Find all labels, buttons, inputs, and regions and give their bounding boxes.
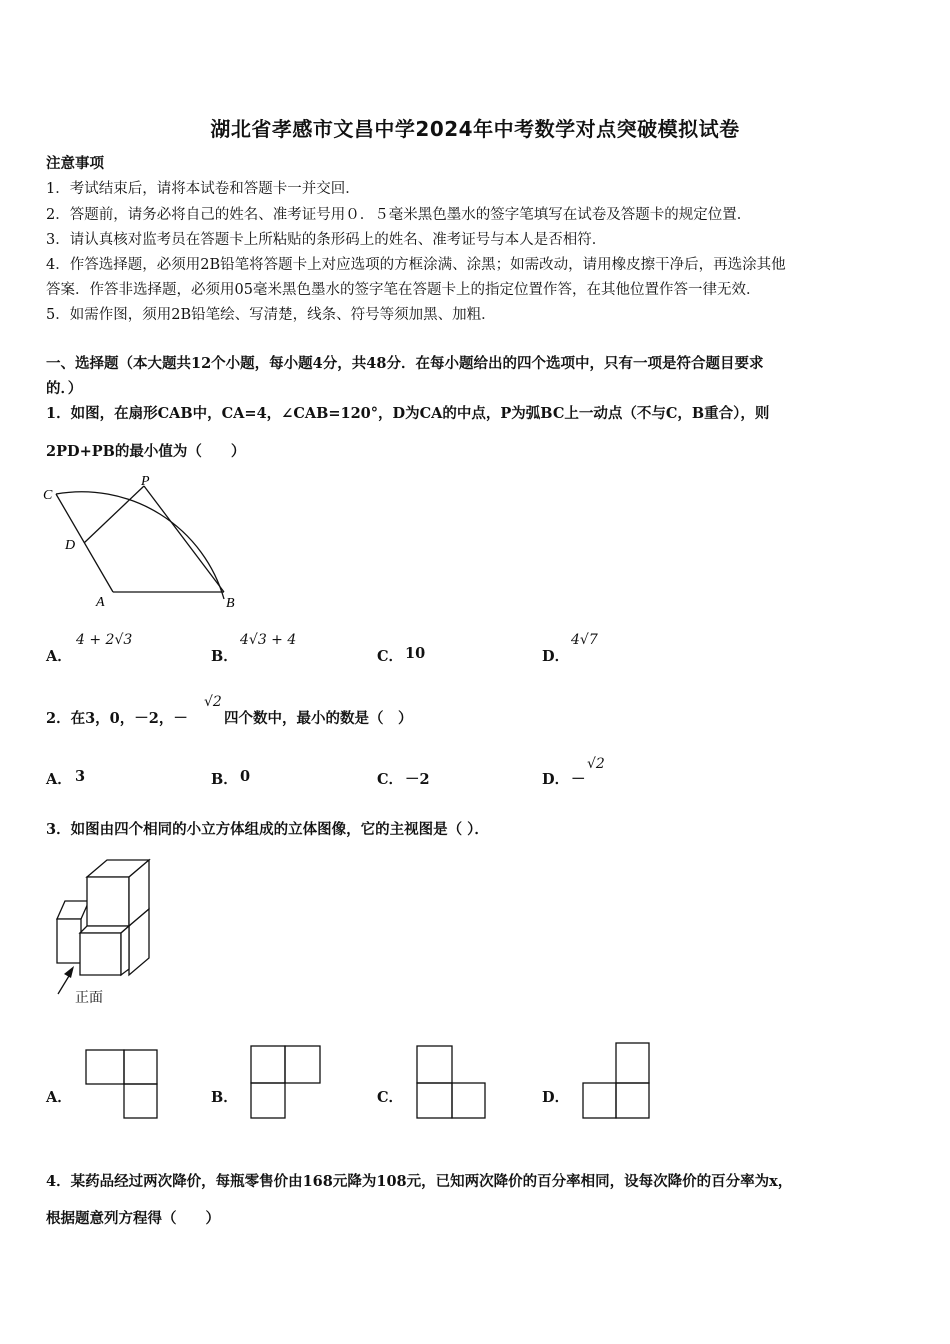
- question-2-suffix: 四个数中，最小的数是（ ）: [224, 710, 413, 727]
- notice-item: 5．如需作图，须用2B铅笔绘、写清楚，线条、符号等须加黑、加粗．: [46, 307, 496, 323]
- q3-option-b-letter: B．: [211, 1089, 238, 1106]
- notice-item: 2．答题前，请务必将自己的姓名、准考证号用０．５毫米黑色墨水的签字笔填写在试卷及答题卡的规定位置．: [46, 207, 752, 223]
- cubes-figure: [50, 855, 160, 1010]
- front-label: 正面: [75, 991, 103, 1006]
- cube-front-side: [121, 926, 129, 975]
- notice-item: 答案．作答非选择题，必须用05毫米黑色墨水的签字笔在答题卡上的指定位置作答，在其他位置作答一律无效．: [46, 282, 761, 298]
- q2-option-a-value: 3: [75, 768, 86, 785]
- q3-option-a-letter: A．: [46, 1089, 72, 1106]
- q3-option-b-view: [250, 1045, 325, 1120]
- page-title: 湖北省孝感市文昌中学2024年中考数学对点突破模拟试卷: [210, 117, 740, 141]
- label-a: A: [96, 595, 105, 610]
- label-d: D: [65, 538, 76, 553]
- question-2-radical: √2: [204, 694, 222, 710]
- sector-figure: [40, 472, 250, 617]
- q3-option-d-letter: D．: [542, 1089, 570, 1106]
- question-2-prefix: 2．在3，0，－2，－: [46, 710, 188, 727]
- question-1-text: 1．如图，在扇形CAB中，CA=4，∠CAB=120°，D为CA的中点，P为弧BC上一动点（不与C，B重合），则: [46, 405, 770, 422]
- notice-item: 3．请认真核对监考员在答题卡上所粘贴的条形码上的姓名、准考证号与本人是否相符．: [46, 232, 607, 248]
- q1-option-c-letter: C．: [377, 648, 404, 665]
- label-p: P: [141, 474, 150, 489]
- q2-option-d-radical: √2: [587, 756, 605, 772]
- q2-option-b-value: 0: [240, 768, 251, 785]
- q2-option-d-letter: D．: [542, 771, 570, 788]
- q1-option-d-value: 4√7: [571, 632, 598, 648]
- q3-option-a-view: [85, 1048, 160, 1120]
- section-heading: 一、选择题（本大题共12个小题，每小题4分，共48分．在每小题给出的四个选项中，只有一项是符合题目要求: [46, 355, 764, 372]
- q2-option-c-value: －2: [405, 771, 430, 788]
- q1-option-c-value: 10: [405, 645, 426, 662]
- q2-option-b-letter: B．: [211, 771, 238, 788]
- label-b: B: [226, 596, 235, 611]
- arrow-head: [64, 966, 74, 978]
- q3-option-c-view: [416, 1045, 488, 1120]
- cube-front-front: [80, 933, 121, 975]
- q1-option-d-letter: D．: [542, 648, 570, 665]
- arc-cb: [56, 492, 224, 599]
- notice-heading: 注意事项: [46, 155, 104, 172]
- section-heading-cont: 的．）: [46, 380, 83, 397]
- question-1-text-cont: 2PD+PB的最小值为（ ）: [46, 443, 246, 460]
- q1-option-a-value: 4 + 2√3: [76, 632, 133, 648]
- notice-item: 1．考试结束后，请将本试卷和答题卡一并交回．: [46, 181, 360, 197]
- q2-option-c-letter: C．: [377, 771, 404, 788]
- q2-option-a-letter: A．: [46, 771, 72, 788]
- q3-option-c-letter: C．: [377, 1089, 404, 1106]
- cube-back-left-top: [57, 901, 89, 919]
- q1-option-b-value: 4√3 + 4: [240, 632, 297, 648]
- q3-option-d-view: [582, 1042, 654, 1120]
- segment-dp: [84, 486, 144, 543]
- question-4-text-cont: 根据题意列方程得（ ）: [46, 1210, 220, 1227]
- notice-item: 4．作答选择题，必须用2B铅笔将答题卡上对应选项的方框涂满、涂黑；如需改动，请用橡皮擦干净后，再选涂其他: [46, 257, 786, 273]
- question-3-text: 3．如图由四个相同的小立方体组成的立体图像，它的主视图是（ ）．: [46, 821, 489, 838]
- question-4-text: 4．某药品经过两次降价，每瓶零售价由168元降为108元，已知两次降价的百分率相同，设每次降价的百分率为x，: [46, 1173, 793, 1190]
- cube-upper-front: [87, 877, 129, 926]
- q2-option-d-value: －: [571, 771, 586, 788]
- q1-option-b-letter: B．: [211, 648, 238, 665]
- segment-pb: [144, 486, 224, 592]
- q1-option-a-letter: A．: [46, 648, 72, 665]
- cube-back-left-front: [57, 919, 81, 963]
- label-c: C: [43, 488, 53, 503]
